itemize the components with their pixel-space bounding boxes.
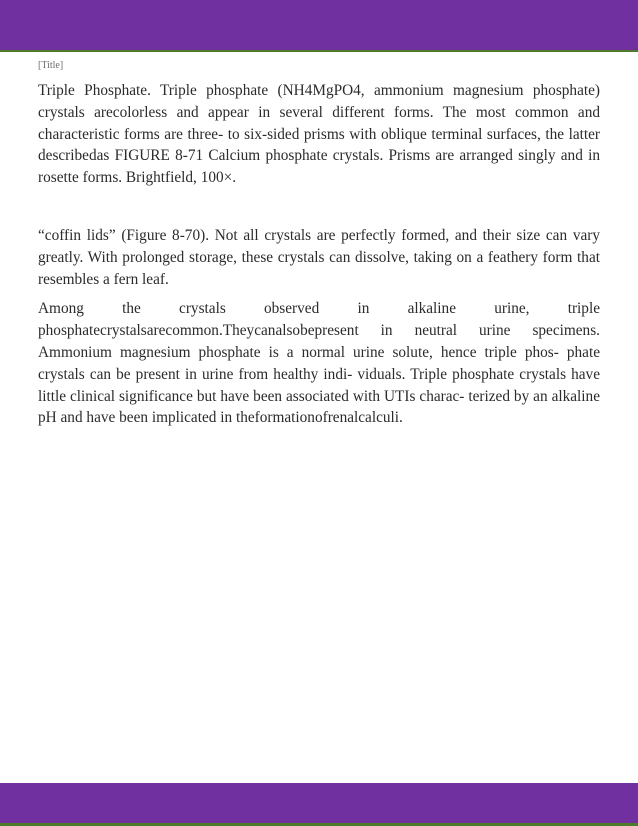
footer-band [0, 783, 638, 826]
paragraph-triple-phosphate: Triple Phosphate. Triple phosphate (NH4MgPO4, ammonium magnesium phosphate) crystals arecolorless and appear in several different forms. The most common and characteristic forms are three- to six-sided prisms with oblique terminal surfaces, the latter describedas FIGURE 8-71 Calcium phosphate crystals. Prisms are arranged singly and in rosette forms. Brightfield, 100×. [38, 82, 600, 187]
paragraph-coffin-lids: “coffin lids” (Figure 8-70). Not all crystals are perfectly formed, and their size can vary greatly. With prolonged storage, these crystals can dissolve, taking on a feathery form that resembles a fern leaf. [38, 226, 600, 288]
header-band [0, 0, 638, 52]
document-body [38, 80, 600, 429]
title-placeholder: [Title] [38, 60, 64, 71]
paragraph-alkaline-urine: Among the crystals observed in alkaline urine, triple phosphatecrystalsarecommon.Theycanalsobepresent in neutral urine specimens. Ammonium magnesium phosphate is a normal urine solute, hence triple phos- phate crystals can be present in urine from healthy indi- viduals. Triple phosphate crystals have little clinical significance but have been associated with UTIs charac- terized by an alkaline pH and have been implicated in theformationofrenalcalculi. [38, 300, 600, 427]
